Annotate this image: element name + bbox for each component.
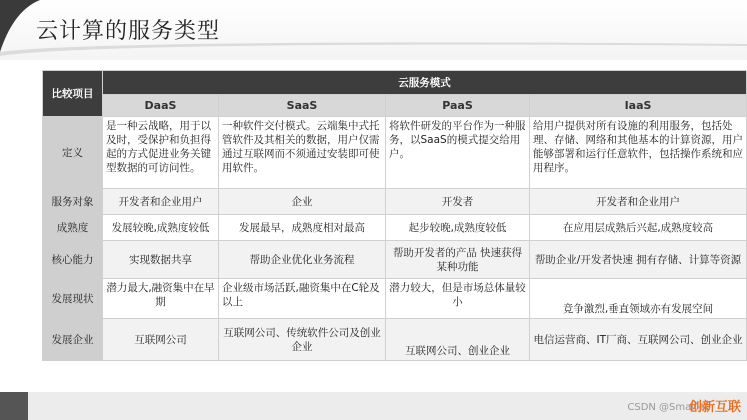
table-cell: 是一种云战略，用于以及时，受保护和负担得起的方式促进业务关键型数据的可访问性。 (103, 117, 219, 189)
table-row-enterprises (43, 319, 747, 361)
footer-accent (0, 392, 28, 420)
table-cell: 企业级市场活跃,融资集中在C轮及以上 (219, 279, 386, 319)
row-label: 发展企业 (43, 319, 103, 361)
table-cell: 发展最早，成熟度相对最高 (219, 215, 386, 241)
brand-logo: 创新互联 (688, 400, 741, 415)
table-cell: 在应用层成熟后兴起,成熟度较高 (530, 215, 747, 241)
table-cell: 帮助企业/开发者快速 拥有存储、计算等资源 (530, 241, 747, 279)
table-cell: 开发者和企业用户 (530, 189, 747, 215)
table-cell: 企业 (219, 189, 386, 215)
table-row-service-target (43, 189, 747, 215)
table-cell: 实现数据共享 (103, 241, 219, 279)
table-cell: 将软件研发的平台作为一种服务，以SaaS的模式提交给用户。 (386, 117, 530, 189)
table-cell: 帮助开发者的产品 快速获得某种功能 (386, 241, 530, 279)
table-cell: 潜力最大,融资集中在早期 (103, 279, 219, 319)
group-header: 云服务模式 (103, 71, 747, 95)
table-cell: 帮助企业优化业务流程 (219, 241, 386, 279)
column-header-daas: DaaS (103, 95, 219, 117)
table-cell: 起步较晚,成熟度较低 (386, 215, 530, 241)
table-cell: 互联网公司 (103, 319, 219, 361)
table-row-definition (43, 117, 747, 189)
row-label: 核心能力 (43, 241, 103, 279)
row-label: 成熟度 (43, 215, 103, 241)
column-header-paas: PaaS (386, 95, 530, 117)
table-cell: 开发者 (386, 189, 530, 215)
table-cell: 发展较晚,成熟度较低 (103, 215, 219, 241)
comparison-table (42, 70, 747, 361)
table-cell: 开发者和企业用户 (103, 189, 219, 215)
watermark-text: CSDN @Small-K (627, 402, 707, 413)
page-title: 云计算的服务类型 (36, 19, 221, 44)
table-cell: 电信运营商、IT厂商、互联网公司、创业企业 (530, 319, 747, 361)
table-cell: 竞争激烈,垂直领域亦有发展空间 (530, 279, 747, 319)
row-label: 服务对象 (43, 189, 103, 215)
table-cell: 互联网公司、传统软件公司及创业企业 (219, 319, 386, 361)
table-cell: 一种软件交付模式。云端集中式托管软件及其相关的数据，用户仅需通过互联网而不须通过安装即可使用软件。 (219, 117, 386, 189)
table-row-maturity (43, 215, 747, 241)
column-header-saas: SaaS (219, 95, 386, 117)
table-cell: 给用户提供对所有设施的利用服务，包括处理、存储、网络和其他基本的计算资源，用户能够部署和运行任意软件，包括操作系统和应用程序。 (530, 117, 747, 189)
table-cell: 潜力较大，但是市场总体量较小 (386, 279, 530, 319)
table-row-development-status (43, 279, 747, 319)
table-cell: 互联网公司、创业企业 (386, 319, 530, 361)
column-header-iaas: IaaS (530, 95, 747, 117)
row-label: 定义 (43, 117, 103, 189)
corner-header: 比较项目 (43, 71, 103, 117)
table-row-core-capability (43, 241, 747, 279)
row-label: 发展现状 (43, 279, 103, 319)
